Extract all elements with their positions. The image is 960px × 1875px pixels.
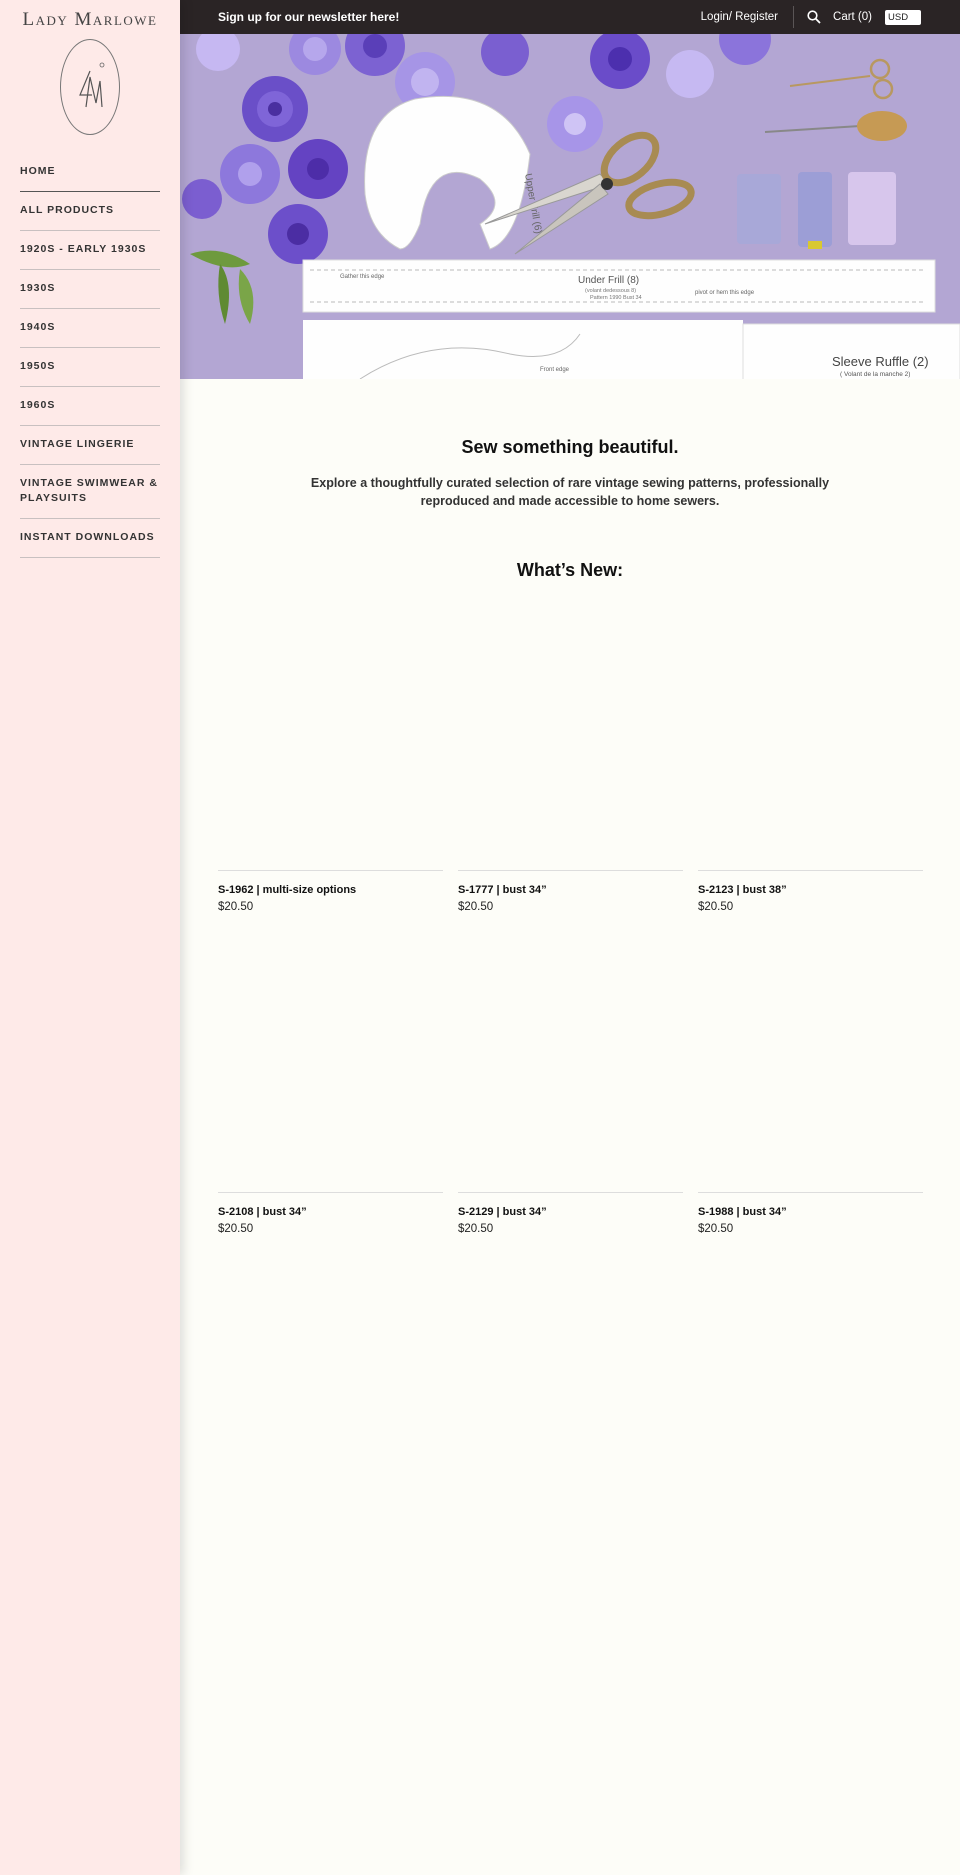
product-image[interactable] [698, 870, 923, 871]
product-title[interactable]: S-2129 | bust 34” [458, 1206, 547, 1218]
whats-new-heading: What’s New: [516, 560, 624, 580]
sidebar-item-1930s[interactable]: 1930S [20, 270, 160, 309]
product-title[interactable]: S-1988 | bust 34” [698, 1206, 787, 1218]
product-price: $20.50 [458, 901, 494, 913]
intro-text: Explore a thoughtfully curated selection of rare vintage sewing patterns, professionally reproduced and made accessible to home sewers. [310, 476, 830, 508]
hero-pattern-label: Pattern 1990 Bust 34 [590, 295, 642, 301]
hero-pattern-label: Under Frill (8) [578, 275, 640, 286]
logo-monogram-icon [62, 41, 118, 133]
product-card[interactable] [698, 1192, 923, 1235]
currency-select[interactable]: USD [885, 10, 921, 25]
cart-link[interactable]: Cart (0) [833, 11, 872, 23]
top-bar [180, 0, 960, 34]
sidebar-item-1920s[interactable]: 1920S - EARLY 1930S [20, 231, 160, 270]
sidebar-item-1940s[interactable]: 1940S [20, 309, 160, 348]
product-title[interactable]: S-2108 | bust 34” [218, 1206, 307, 1218]
hero-pattern-label: Gather this edge [340, 274, 385, 280]
product-image[interactable] [458, 870, 683, 871]
sidebar-item-home[interactable]: HOME [20, 153, 160, 192]
brand-logo[interactable] [60, 39, 120, 135]
thread-spools-icon [737, 172, 896, 249]
product-price: $20.50 [698, 901, 734, 913]
login-register-link[interactable]: Login/ Register [700, 11, 779, 23]
hero-pattern-label: pivot or hem this edge [695, 290, 755, 296]
page-tagline: Sew something beautiful. [461, 437, 679, 457]
hero-pattern-label: (volant dedessous 8) [585, 288, 637, 294]
product-card[interactable] [698, 870, 923, 913]
product-title[interactable]: S-2123 | bust 38” [698, 884, 787, 896]
product-card[interactable] [458, 870, 683, 913]
product-price: $20.50 [458, 1223, 494, 1235]
product-title[interactable]: S-1962 | multi-size options [218, 884, 357, 896]
hero-pattern-label: ( Volant de la manche 2) [840, 371, 911, 378]
product-price: $20.50 [218, 901, 254, 913]
product-price: $20.50 [218, 1223, 254, 1235]
product-price: $20.50 [698, 1223, 734, 1235]
sidebar-item-1950s[interactable]: 1950S [20, 348, 160, 387]
sidebar-nav [0, 153, 180, 558]
brand[interactable] [0, 0, 180, 135]
sidebar-item-instant-downloads[interactable]: INSTANT DOWNLOADS [20, 519, 160, 558]
hero-pattern-label: Sleeve Ruffle (2) [832, 354, 929, 369]
sidebar-item-all-products[interactable]: ALL PRODUCTS [20, 192, 160, 231]
product-card[interactable] [458, 1192, 683, 1235]
product-card[interactable] [218, 870, 443, 913]
newsletter-link[interactable]: Sign up for our newsletter here! [218, 10, 400, 24]
product-title[interactable]: S-1777 | bust 34” [458, 884, 547, 896]
product-image[interactable] [218, 870, 443, 871]
product-image[interactable] [698, 1192, 923, 1193]
hero-pattern-label: Front edge [540, 367, 570, 373]
divider [793, 6, 794, 28]
product-image[interactable] [218, 1192, 443, 1193]
main-content [180, 379, 960, 581]
top-bar-actions [701, 0, 960, 34]
sidebar-item-swimwear[interactable]: VINTAGE SWIMWEAR & PLAYSUITS [20, 465, 160, 519]
product-card[interactable] [218, 1192, 443, 1235]
product-image[interactable] [458, 1192, 683, 1193]
sidebar-item-1960s[interactable]: 1960S [20, 387, 160, 426]
brand-name[interactable]: Lady Marlowe [22, 9, 158, 30]
search-icon[interactable] [807, 10, 821, 24]
hero-banner-image [180, 34, 960, 379]
sidebar [0, 0, 180, 1875]
sidebar-item-vintage-lingerie[interactable]: VINTAGE LINGERIE [20, 426, 160, 465]
